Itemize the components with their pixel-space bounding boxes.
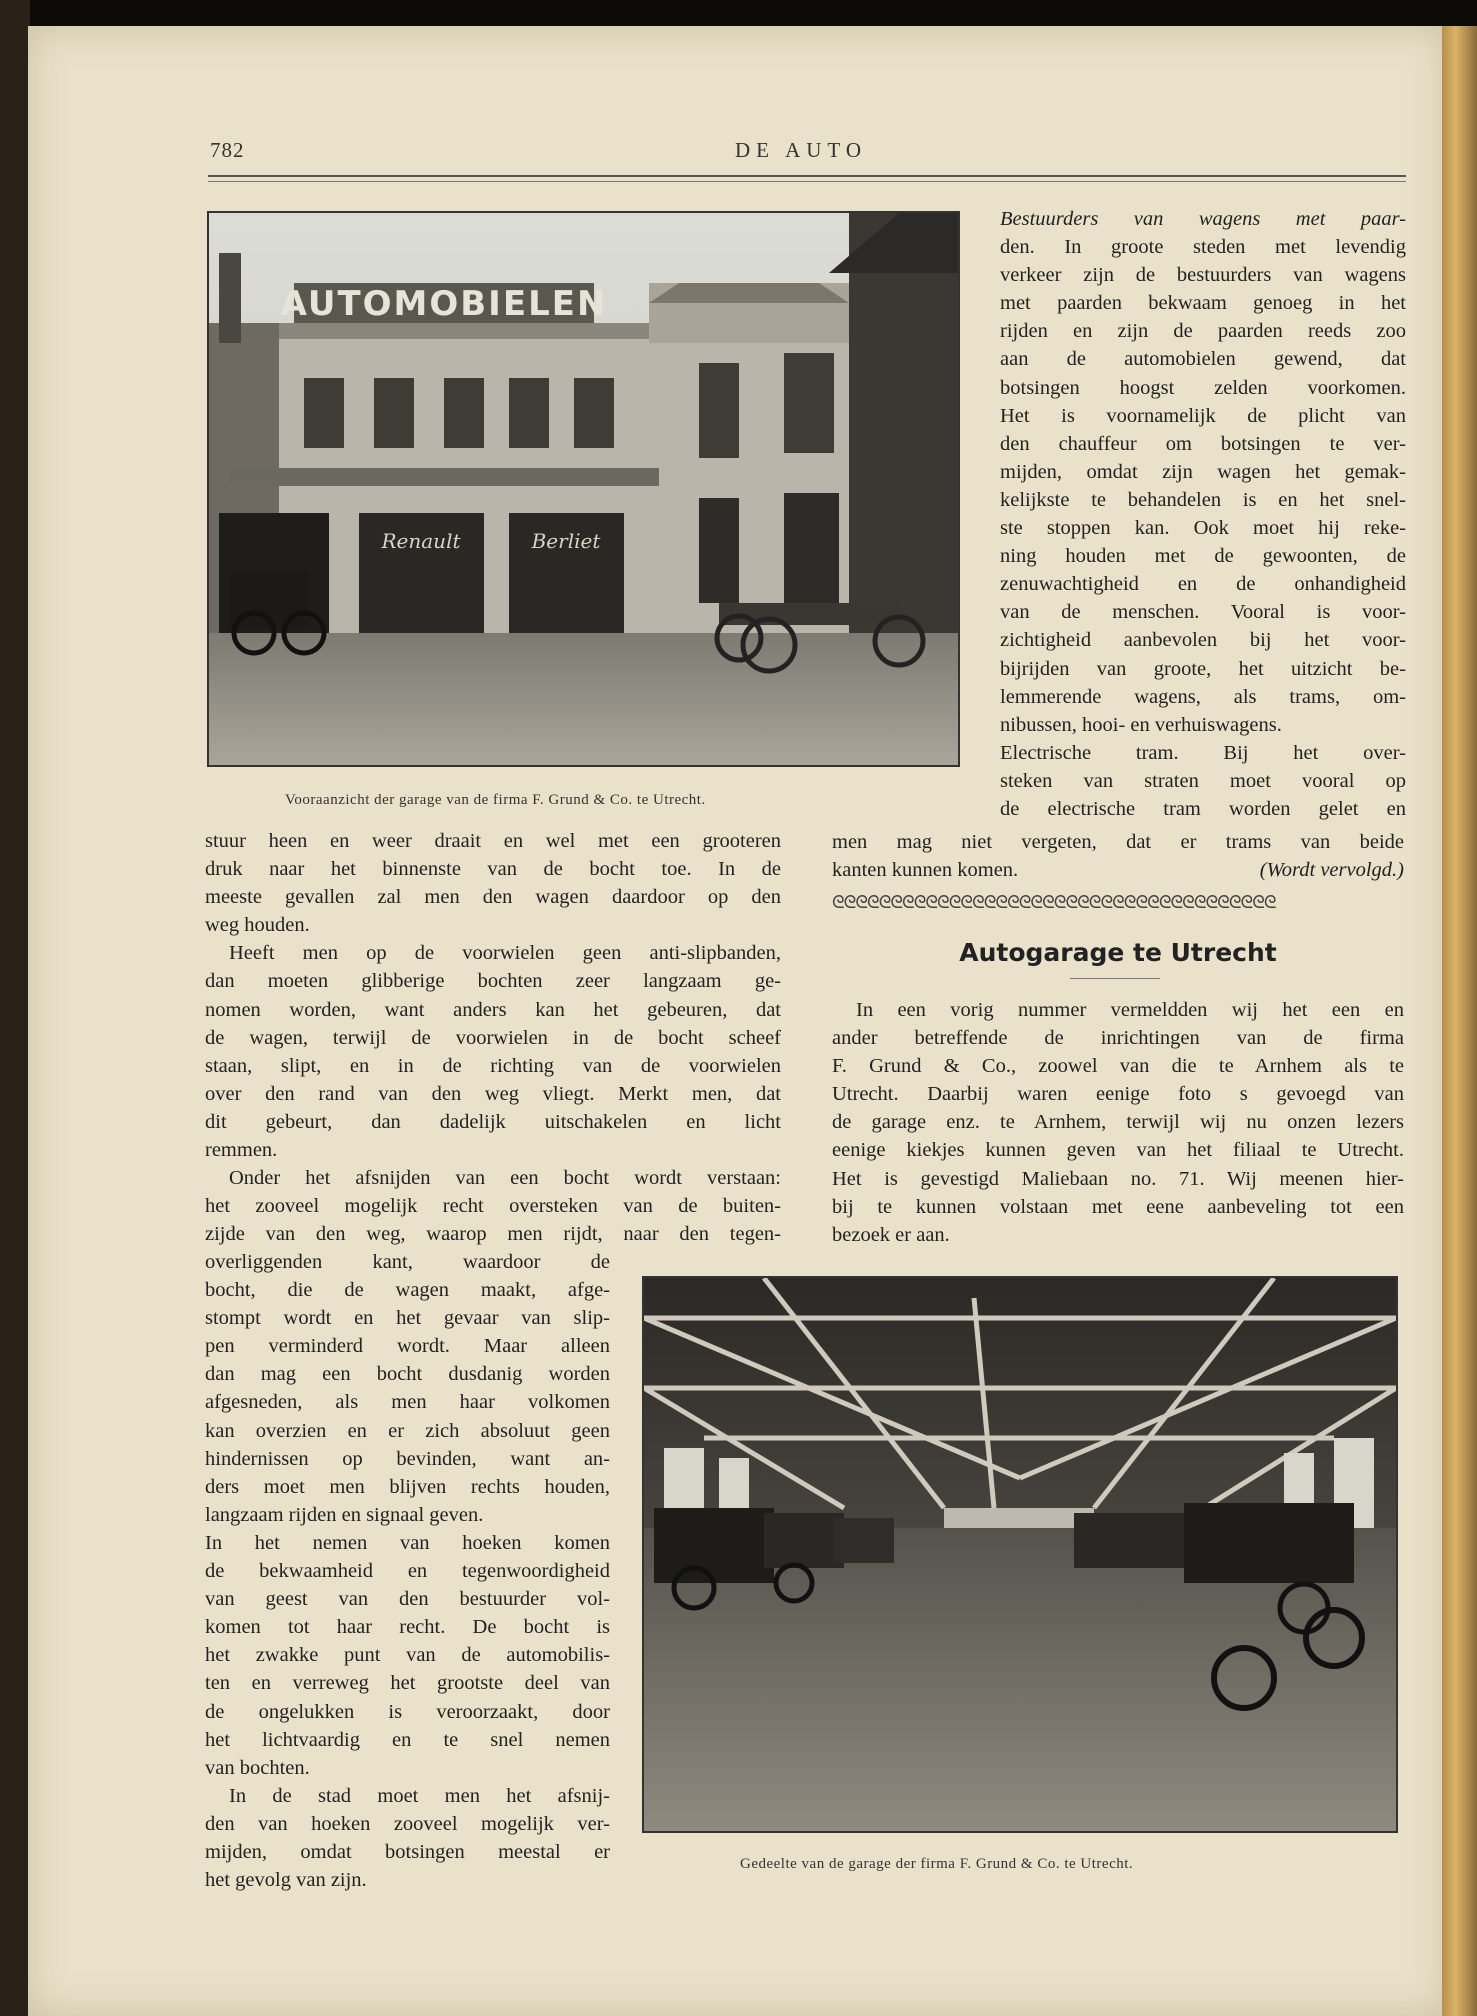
text-line: ning houden met de gewoonten, de	[1000, 545, 1406, 568]
text-line: met paarden bekwaam genoeg in het	[1000, 292, 1406, 315]
text-line: mijden, omdat botsingen meestal er	[205, 1840, 610, 1863]
sign-berliet: Berliet	[531, 529, 601, 553]
to-be-continued: (Wordt vervolgd.)	[1259, 859, 1404, 882]
text-line: Bestuurders van wagens met paar-	[1000, 208, 1406, 230]
text-line: over den rand van den weg vliegt. Merkt men, dat	[205, 1082, 781, 1105]
text-line: In het nemen van hoeken komen	[205, 1531, 610, 1554]
text-line: hindernissen op bevinden, want an-	[205, 1447, 610, 1470]
text-line: zijde van den weg, waarop men rijdt, naar den tegen-	[205, 1223, 781, 1246]
text-line: staan, slipt, en in de richting van de voorwielen	[205, 1054, 781, 1077]
text-line: afgesneden, als men haar volkomen	[205, 1391, 610, 1414]
text-line: ander betreffende de inrichtingen van de firma	[832, 1027, 1404, 1050]
sign-renault: Renault	[381, 529, 461, 553]
section-title-rule	[1070, 978, 1160, 979]
text-line: de ongelukken is veroorzaakt, door	[205, 1700, 610, 1723]
text-line: remmen.	[205, 1139, 278, 1162]
text-line: van geest van den bestuurder vol-	[205, 1588, 610, 1611]
bottom-photo-caption: Gedeelte van de garage der firma F. Grund & Co. te Utrecht.	[740, 1856, 1134, 1872]
text-line: weg houden.	[205, 914, 310, 937]
text-line: het zooveel mogelijk recht oversteken van de buiten-	[205, 1195, 781, 1218]
text-line	[832, 856, 1404, 884]
garage-interior-illustration	[644, 1278, 1396, 1831]
text-line: bocht, die de wagen maakt, afge-	[205, 1279, 610, 1302]
text-line: F. Grund & Co., zoowel van die te Arnhem als te	[832, 1055, 1404, 1078]
garage-exterior-photo	[207, 211, 960, 767]
text-line: verkeer zijn de bestuurders van wagens	[1000, 264, 1406, 287]
text-line: den. In groote steden met levendig	[1000, 236, 1406, 259]
text-line: de garage enz. te Arnhem, terwijl wij nu onzen lezers	[832, 1111, 1404, 1134]
text-line: rijden en zijn de paarden reeds zoo	[1000, 320, 1406, 343]
right-column-continuation	[832, 828, 1404, 884]
text-line-start: kanten kunnen komen.	[832, 859, 1019, 882]
text-line: nomen worden, want anders kan het gebeuren, dat	[205, 998, 781, 1021]
text-line: Electrische tram. Bij het over-	[1000, 741, 1406, 764]
text-line: ten en verreweg het grootste deel van	[205, 1672, 610, 1695]
sign-automobielen: AUTOMOBIELEN	[280, 284, 608, 324]
garage-paragraph	[832, 996, 1404, 1249]
ornamental-divider: ᘓᘓᘓᘓᘓᘓᘓᘓᘓᘓᘓᘓᘓᘓᘓᘓᘓᘓᘓᘓᘓᘓᘓᘓᘓᘓᘓᘓᘓᘓᘓᘓᘓᘓᘓᘓᘓᘓ	[832, 893, 1276, 913]
text-line: stuur heen en weer draait en wel met een grooteren	[205, 830, 781, 852]
text-line: pen verminderd wordt. Maar alleen	[205, 1335, 610, 1358]
text-line: Utrecht. Daarbij waren eenige foto s gevoegd van	[832, 1083, 1404, 1106]
text-line: de wagen, terwijl de voorwielen in de bocht scheef	[205, 1026, 781, 1049]
scan-background-left	[0, 0, 30, 2016]
text-line: bij te kunnen volstaan met eene aanbeveling tot een	[832, 1195, 1404, 1218]
text-line: het zwakke punt van de automobilis-	[205, 1644, 610, 1667]
text-line: In een vorig nummer vermeldden wij het een en	[856, 999, 1404, 1021]
text-line: dan mag een bocht dusdanig worden	[205, 1363, 610, 1386]
header-rule-thin	[208, 181, 1406, 182]
text-line: den chauffeur om botsingen te ver-	[1000, 432, 1406, 455]
top-photo-caption: Vooraanzicht der garage van de firma F. Grund & Co. te Utrecht.	[285, 792, 706, 808]
page-number: 782	[210, 138, 245, 162]
scan-background-top	[0, 0, 1477, 28]
text-line: bijrijden van groote, het uitzicht be-	[1000, 657, 1406, 680]
text-line: druk naar het binnenste van de bocht toe. In de	[205, 858, 781, 881]
text-line: het lichtvaardig en te snel nemen	[205, 1728, 610, 1751]
header-rule	[208, 175, 1406, 177]
text-line: bezoek er aan.	[832, 1223, 950, 1246]
text-line: eenige kiekjes kunnen geven van het filiaal te Utrecht.	[832, 1139, 1404, 1162]
section-title: Autogarage te Utrecht	[959, 938, 1277, 967]
text-line: komen tot haar recht. De bocht is	[205, 1616, 610, 1639]
text-line: ste stoppen kan. Ook moet hij reke-	[1000, 517, 1406, 540]
next-page-edge	[1442, 26, 1477, 2016]
left-column-wide	[205, 827, 781, 1248]
text-line: kan overzien en er zich absoluut geen	[205, 1419, 610, 1442]
text-line: de bekwaamheid en tegenwoordigheid	[205, 1560, 610, 1583]
text-line: zichtigheid aanbevolen bij het voor-	[1000, 629, 1406, 652]
text-line: van bochten.	[205, 1756, 310, 1779]
text-line: kelijkste te behandelen is en het snel-	[1000, 488, 1406, 511]
text-line: den van hoeken zooveel mogelijk ver-	[205, 1812, 610, 1835]
text-line: stompt wordt en het gevaar van slip-	[205, 1307, 610, 1330]
text-line: de electrische tram worden gelet en	[1000, 797, 1406, 820]
text-line: Heeft men op de voorwielen geen anti-slipbanden,	[229, 942, 781, 965]
text-line: Het is voornamelijk de plicht van	[1000, 404, 1406, 427]
text-line: van de menschen. Vooral is voor-	[1000, 601, 1406, 624]
text-line: dan moeten glibberige bochten zeer langzaam ge-	[205, 970, 781, 993]
text-line: aan de automobielen gewend, dat	[1000, 348, 1406, 371]
text-line: In de stad moet men het afsnij-	[229, 1784, 610, 1807]
text-line: langzaam rijden en signaal geven.	[205, 1503, 484, 1526]
text-line: steken van straten moet vooral op	[1000, 769, 1406, 792]
text-line: ders moet men blijven rechts houden,	[205, 1475, 610, 1498]
text-line: botsingen hoogst zelden voorkomen.	[1000, 376, 1406, 399]
text-line: mijden, omdat zijn wagen het gemak-	[1000, 460, 1406, 483]
left-column-narrow	[205, 1248, 610, 1894]
text-line: overliggenden kant, waardoor de	[205, 1251, 610, 1273]
text-line: lemmerende wagens, als trams, om-	[1000, 685, 1406, 708]
text-line: Onder het afsnijden van een bocht wordt verstaan:	[229, 1167, 781, 1190]
text-line: Het is gevestigd Maliebaan no. 71. Wij meenen hier-	[832, 1167, 1404, 1190]
garage-exterior-illustration	[209, 213, 958, 765]
text-line: men mag niet vergeten, dat er trams van beide	[832, 831, 1404, 853]
garage-interior-photo	[642, 1276, 1398, 1833]
text-line: zenuwachtigheid en de onhandigheid	[1000, 573, 1406, 596]
right-column-top	[1000, 205, 1406, 823]
text-line: nibussen, hooi- en verhuiswagens.	[1000, 713, 1282, 736]
running-header-title: DE AUTO	[735, 138, 868, 162]
text-line: het gevolg van zijn.	[205, 1869, 367, 1892]
text-line: meeste gevallen zal men den wagen daardoor op den	[205, 886, 781, 909]
text-line: dit gebeurt, dan dadelijk uitschakelen en licht	[205, 1110, 781, 1133]
